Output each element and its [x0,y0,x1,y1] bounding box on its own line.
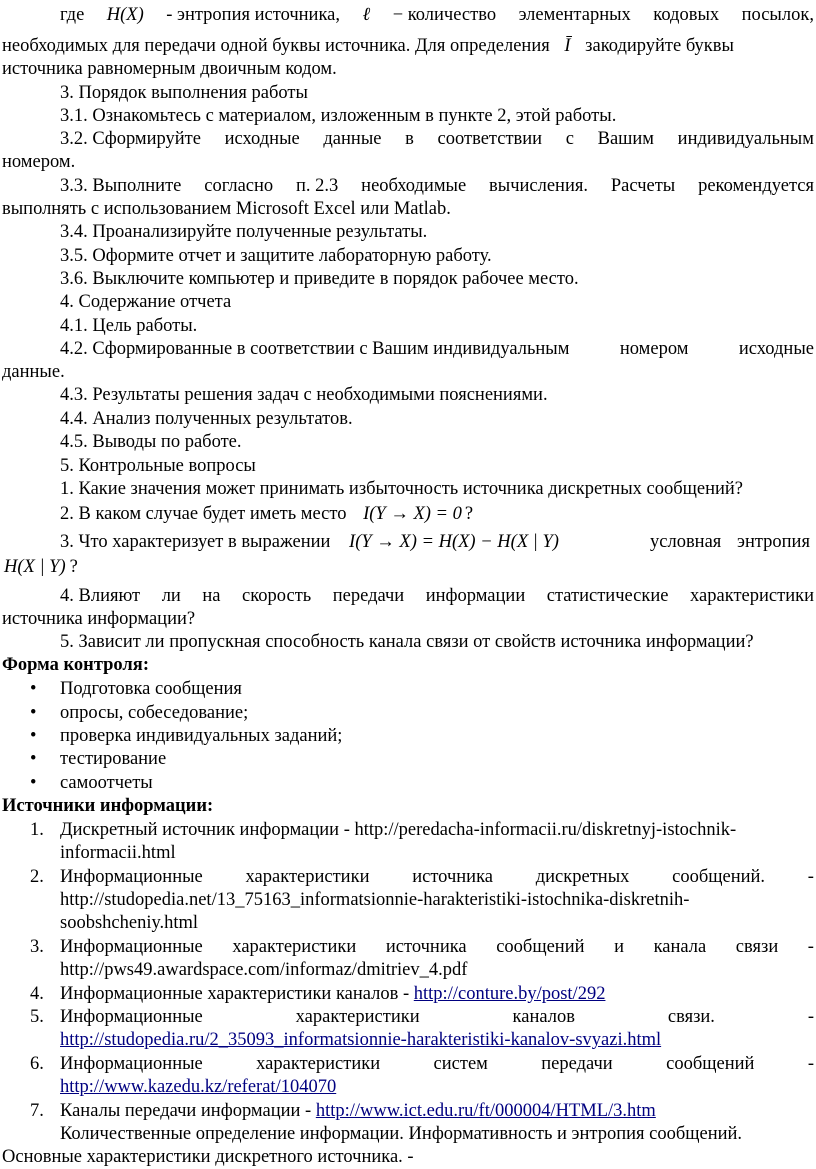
formula: I(Y → X) = H(X) − H(X | Y) [349,532,559,552]
text-segment: сообщений. [672,867,766,887]
source-number: 4. [30,984,44,1004]
text-segment: характеристики [245,867,370,887]
source-3-line-2: http://pws49.awardspace.com/informaz/dmitriev_4.pdf [60,960,468,980]
source-number: 6. [30,1054,44,1074]
formula: I(Y → X) = 0 [363,504,462,524]
item-4-2-cont: данные. [2,362,65,382]
text-segment: 4. Влияют [60,586,141,606]
formula: Ī [564,36,571,56]
question-5: 5. Зависит ли пропускная способность канала связи от свойств источника информации? [60,632,754,652]
text-segment: данные [323,129,382,149]
source-7 [60,1100,656,1122]
formula: H(X | Y) [4,557,66,577]
text-segment: вычисления. [489,176,588,196]
text-segment: исходные [224,129,300,149]
source-6-line-2 [60,1076,336,1098]
text-segment: закодируйте буквы [585,36,734,56]
section-5-title: 5. Контрольные вопросы [60,456,256,476]
intro-line-3: источника равномерным двоичным кодом. [2,59,337,79]
question-3-label-1: условная [650,532,722,552]
closing-line-2: Основные характеристики дискретного источника. - [2,1147,414,1167]
source-2-line-1 [60,866,814,888]
text-segment: - энтропия источника, [166,5,340,25]
text-segment: статистические [546,586,669,606]
text-segment: рекомендуется [698,176,814,196]
source-4 [60,983,605,1005]
closing-line-1: Количественные определение информации. Информативность и энтропия сообщений. [60,1124,743,1144]
bullet-icon: • [30,773,37,793]
text-segment: - [807,1007,814,1027]
item-4-3: 4.3. Результаты решения задач с необходимыми пояснениями. [60,385,548,405]
text-segment: передачи [541,1054,613,1074]
text-segment: 3.2. Сформируйте [60,129,201,149]
text-segment: п. 2.3 [296,176,339,196]
text-segment: - [807,867,814,887]
text-segment: Каналы передачи информации - [60,1101,316,1121]
source-number: 3. [30,937,44,957]
question-1: 1. Какие значения может принимать избыточность источника дискретных сообщений? [60,479,743,499]
item-3-3 [60,175,814,197]
item-3-1: 3.1. Ознакомьтесь с материалом, изложенным в пункте 2, этой работы. [60,106,617,126]
text-segment: сообщений [496,937,585,957]
text-segment: необходимых для передачи одной буквы источника. Для определения [2,36,550,56]
control-item-4: тестирование [60,749,167,769]
text-segment: ? [69,557,78,577]
text-segment: Вашим [597,129,655,149]
text-segment: 3.3. Выполните [60,176,182,196]
text-segment: скорость [242,586,312,606]
text-segment: Расчеты [610,176,676,196]
item-3-2 [60,128,814,150]
item-3-3-cont: выполнять с использованием Microsoft Excel или Matlab. [2,199,451,219]
text-segment: 4.2. Сформированные в соответствии с Вашим индивидуальным [60,339,570,359]
source-1-line-2: informacii.html [60,843,176,863]
text-segment: характеристики [295,1007,420,1027]
item-4-1: 4.1. Цель работы. [60,316,198,336]
formula: H(X) [106,5,144,25]
text-segment: индивидуальным [677,129,814,149]
source-6-line-1 [60,1053,814,1075]
source-6-link[interactable]: http://www.kazedu.kz/referat/104070 [60,1077,337,1097]
text-segment: номером [619,339,689,359]
text-segment: кодовых [653,5,720,25]
text-segment: информации [425,586,526,606]
text-segment: Информационные характеристики каналов - [60,984,414,1004]
sources-title: Источники информации: [2,796,214,816]
text-segment: исходные [738,339,814,359]
section-3-title: 3. Порядок выполнения работы [60,83,308,103]
item-4-2 [60,338,814,360]
text-segment: - [807,1054,814,1074]
text-segment: соответствии [437,129,543,149]
text-segment: характеристики [232,937,357,957]
text-segment: дискретных [535,867,630,887]
control-item-2: опросы, собеседование; [60,703,249,723]
item-4-4: 4.4. Анализ полученных результатов. [60,409,353,429]
question-4 [60,585,814,607]
question-3-label-2: энтропия [737,532,810,552]
text-segment: каналов [512,1007,575,1027]
question-2 [60,503,473,525]
text-segment: в [405,129,414,149]
bullet-icon: • [30,726,37,746]
bullet-icon: • [30,703,37,723]
item-3-5: 3.5. Оформите отчет и защитите лабораторную работу. [60,246,492,266]
bullet-icon: • [30,679,37,699]
item-3-4: 3.4. Проанализируйте полученные результаты. [60,222,428,242]
source-5-line-2 [60,1029,661,1051]
question-3-cont [4,556,78,578]
text-segment: где [60,5,85,25]
formula: ℓ [362,5,371,25]
source-number: 5. [30,1007,44,1027]
text-segment: Дискретный источник информации - http://peredacha-informacii.ru/diskretnyj-istochnik- [60,820,737,840]
question-3 [60,531,559,553]
source-4-link[interactable]: http://conture.by/post/292 [413,984,606,1004]
source-number: 2. [30,867,44,887]
text-segment: на [202,586,221,606]
source-5-link[interactable]: http://studopedia.ru/2_35093_informatsionnie-harakteristiki-kanalov-svyazi.html [60,1030,662,1050]
text-segment: посылок, [741,5,814,25]
text-segment: и [614,937,624,957]
text-segment: Информационные [60,937,203,957]
text-segment: характеристики [690,586,814,606]
section-4-title: 4. Содержание отчета [60,292,232,312]
text-segment: ? [464,504,474,524]
source-1-line-1 [60,819,814,841]
text-segment: Информационные [60,1054,203,1074]
text-segment: сообщений [666,1054,755,1074]
source-2-line-3: soobshcheniy.html [60,913,199,933]
source-number: 7. [30,1101,44,1121]
item-4-5: 4.5. Выводы по работе. [60,432,242,452]
control-item-5: самоотчеты [60,773,153,793]
item-3-2-cont: номером. [2,152,76,172]
intro-line-2 [2,35,734,57]
text-segment: систем [433,1054,488,1074]
text-segment: ли [161,586,181,606]
source-5-line-1 [60,1006,814,1028]
intro-line-1 [60,4,814,26]
text-segment: 3. Что характеризует в выражении [60,532,331,552]
source-7-link[interactable]: http://www.ict.edu.ru/ft/000004/HTML/3.htm [315,1101,656,1121]
text-segment: канала [653,937,707,957]
control-form-title: Форма контроля: [2,655,149,675]
text-segment: - [807,937,814,957]
text-segment: передачи [332,586,405,606]
text-segment: элементарных [518,5,631,25]
text-segment: характеристики [256,1054,381,1074]
control-item-3: проверка индивидуальных заданий; [60,726,343,746]
item-3-6: 3.6. Выключите компьютер и приведите в порядок рабочее место. [60,269,579,289]
text-segment: 2. В каком случае будет иметь место [60,504,347,524]
bullet-icon: • [30,749,37,769]
text-segment: связи. [667,1007,715,1027]
text-segment: согласно [204,176,274,196]
text-segment: Информационные [60,867,203,887]
text-segment: необходимые [361,176,467,196]
text-segment: источника [385,937,467,957]
text-segment: источника [412,867,493,887]
source-number: 1. [30,820,44,840]
text-segment: Информационные [60,1007,203,1027]
text-segment: с [565,129,574,149]
control-item-1: Подготовка сообщения [60,679,242,699]
source-3-line-1 [60,936,814,958]
source-2-line-2: http://studopedia.net/13_75163_informatsionnie-harakteristiki-istochnika-diskretnih- [60,890,690,910]
question-4-cont: источника информации? [2,609,196,629]
text-segment: связи [735,937,779,957]
text-segment: − количество [392,5,497,25]
